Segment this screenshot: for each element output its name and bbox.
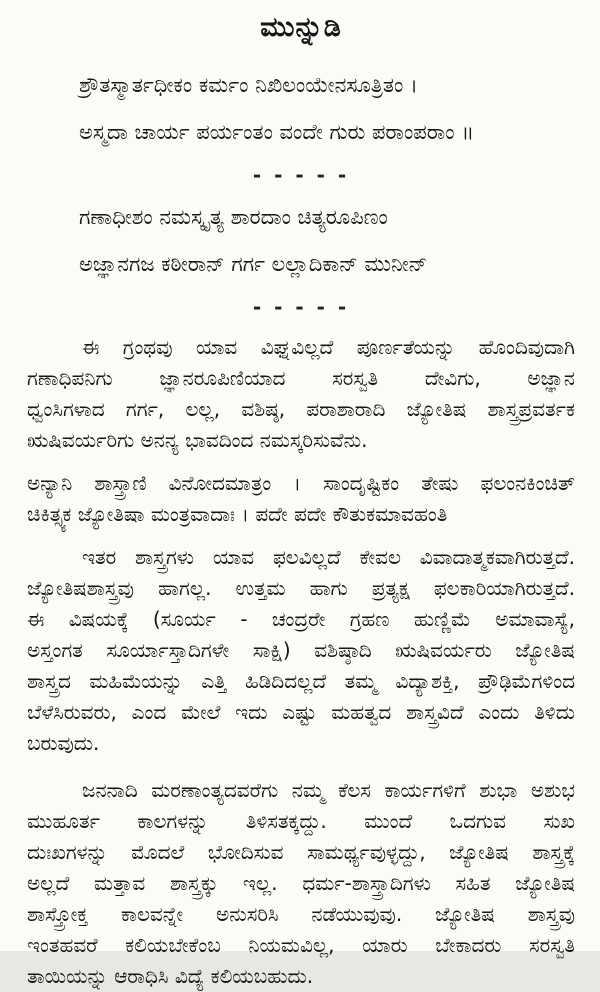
text-line: ಗಣಾಧಿಪನಿಗು ಜ್ಞಾನರೂಪಿಣಿಯಾದ ಸರಸ್ವತಿ ದೇವಿಗು, ಅಜ್ಞಾನ [27,366,575,390]
text-line: ಬರುವುದು. [27,731,100,755]
text-line: ಜನನಾದಿ ಮರಣಾಂತ್ಯದವರೆಗು ನಮ್ಮ ಕೆಲಸ ಕಾರ್ಯಗಳಿಗೆ ಶುಭಾ ಅಶುಭ [82,778,575,802]
text-line: ಅಸ್ತಂಗತ ಸೂರ್ಯಾಸ್ತಾದಿಗಳೇ ಸಾಕ್ಷಿ) ವಶಿಷ್ಠಾದಿ ಋಷಿವರ್ಯರು ಜ್ಯೋತಿಷ [27,638,575,662]
section-separator: - - - - - [252,163,350,187]
text-line: ಇತರ ಶಾಸ್ತ್ರಗಳು ಯಾವ ಫಲವಿಲ್ಲದೆ ಕೇವಲ ವಿವಾದಾತ್ಮಕವಾಗಿರುತ್ತದೆ. [82,545,575,569]
text-line: ಅಲ್ಲದೆ ಮತ್ತಾವ ಶಾಸ್ತ್ರಕ್ಕು ಇಲ್ಲ. ಧರ್ಮ-ಶಾಸ್ತ್ರಾದಿಗಳು ಸಹಿತ ಜ್ಯೋತಿಷ [27,871,575,895]
section-separator: - - - - - [252,295,350,319]
text-line: ಇಂತಹವರೆ ಕಲಿಯಬೇಕೆಂಬ ನಿಯಮವಿಲ್ಲ, ಯಾರು ಬೇಕಾದರು ಸರಸ್ವತಿ [27,933,575,957]
text-line: ದುಃಖಗಳನ್ನು ಮೊದಲೆ ಭೋದಿಸುವ ಸಾಮರ್ಥ್ಯವುಳ್ಳದ್ದು, ಜ್ಯೋತಿಷ ಶಾಸ್ತ್ರಕ್ಕೆ [27,840,575,864]
invocation-verse-2 [27,194,575,288]
page-title: ಮುನ್ನುಡಿ [260,12,342,43]
text-line: ಈ ಗ್ರಂಥವು ಯಾವ ವಿಘ್ನವಿಲ್ಲದೆ ಪೂರ್ಣತೆಯನ್ನು ಹೊಂದಿವುದಾಗಿ [82,335,575,359]
verse-line: ಅಸ್ಮದಾ ಚಾರ್ಯ ಪರ್ಯಂತಂ ವಂದೇ ಗುರು ಪರಾಂಪರಾಂ ॥ [79,120,475,144]
text-line: ತಾಯಿಯನ್ನು ಆರಾಧಿಸಿ ವಿದ್ಯೆ ಕಲಿಯಬಹುದು. [27,964,314,988]
text-line: ಬೆಳೆಸಿರುವರು, ಎಂದ ಮೇಲೆ ಇದು ಎಷ್ಟು ಮಹತ್ವದ ಶಾಸ್ತ್ರವಿದೆ ಎಂದು ತಿಳಿದು [27,700,575,724]
text-line: ಶಾಸ್ತ್ರದ ಮಹಿಮೆಯನ್ನು ಎತ್ತಿ ಹಿಡಿದಿದಲ್ಲದೆ ತಮ್ಮ ವಿದ್ಯಾಶಕ್ತಿ, ಪ್ರೌಢಿಮೆಗಳಿಂದ [27,669,575,693]
text-line: ಚಿಕಿತ್ಸ್ಯಕ ಜ್ಯೋತಿಷಾ ಮಂತ್ರವಾದಾಃ । ಪದೇ ಪದೇ ಕೌತುಕಮಾವಹಂತಿ [27,502,448,526]
invocation-verse-1 [27,62,575,156]
verse-line: ಗಣಾಧೀಶಂ ನಮಸ್ಕೃತ್ಯ ಶಾರದಾಂ ಚಿತ್ಯರೂಪಿಣಂ [79,205,388,229]
text-line: ಮುಹೂರ್ತ ಕಾಲಗಳನ್ನು ತಿಳಿಸತಕ್ಕದ್ದು. ಮುಂದೆ ಒದಗುವ ಸುಖ [27,809,575,833]
text-line: ಈ ವಿಷಯಕ್ಕೆ (ಸೂರ್ಯ - ಚಂದ್ರರೇ ಗ್ರಹಣ ಹುಣ್ಣಿಮೆ ಅಮಾವಾಸ್ಯೆ, [27,607,575,631]
text-line: ಧ್ವಂಸಿಗಳಾದ ಗರ್ಗ, ಲಲ್ಲ, ವಶಿಷ್ಠ, ಪರಾಶಾರಾದಿ ಜ್ಯೋತಿಷ ಶಾಸ್ತ್ರಪ್ರವರ್ತಕ [27,397,575,421]
text-line: ಜ್ಯೋತಿಷಶಾಸ್ತ್ರವು ಹಾಗಲ್ಲ. ಉತ್ತಮ ಹಾಗು ಪ್ರತ್ಯಕ್ಷ ಫಲಕಾರಿಯಾಗಿರುತ್ತದೆ. [27,576,575,600]
text-line: ಶಾಸ್ತ್ರೋಕ್ತ ಕಾಲವನ್ನೇ ಅನುಸರಿಸಿ ನಡೆಯುವುವು. ಜ್ಯೋತಿಷ ಶಾಸ್ತ್ರವು [27,902,575,926]
verse-line: ಶ್ರೌತಸ್ಮಾರ್ತಧೀಕಂ ಕರ್ಮಂ ನಿಖಿಲಂಯೇನಸೂತ್ರಿತಂ । [79,73,418,97]
text-line: ಅನ್ಯಾನಿ ಶಾಸ್ತ್ರಾಣಿ ವಿನೋದಮಾತ್ರಂ । ಸಾಂದೃಷ್ಟಿಕಂ ತೇಷು ಫಲಂನಕಿಂಚಿತ್ [27,471,575,495]
text-line: ಋಷಿವರ್ಯರಿಗು ಅನನ್ಯ ಭಾವದಿಂದ ನಮಸ್ಕರಿಸುವೆನು. [27,428,368,452]
paragraph-astrology-merit [27,542,575,759]
verse-line: ಅಜ್ಞಾನಗಜ ಕಠೀರಾನ್ ಗರ್ಗ ಲಲ್ಲಾದಿಕಾನ್ ಮುನೀನ್ [79,252,428,276]
paragraph-life-muhurta [27,775,575,992]
paragraph-salutation [27,332,575,456]
sanskrit-quote [27,468,575,530]
